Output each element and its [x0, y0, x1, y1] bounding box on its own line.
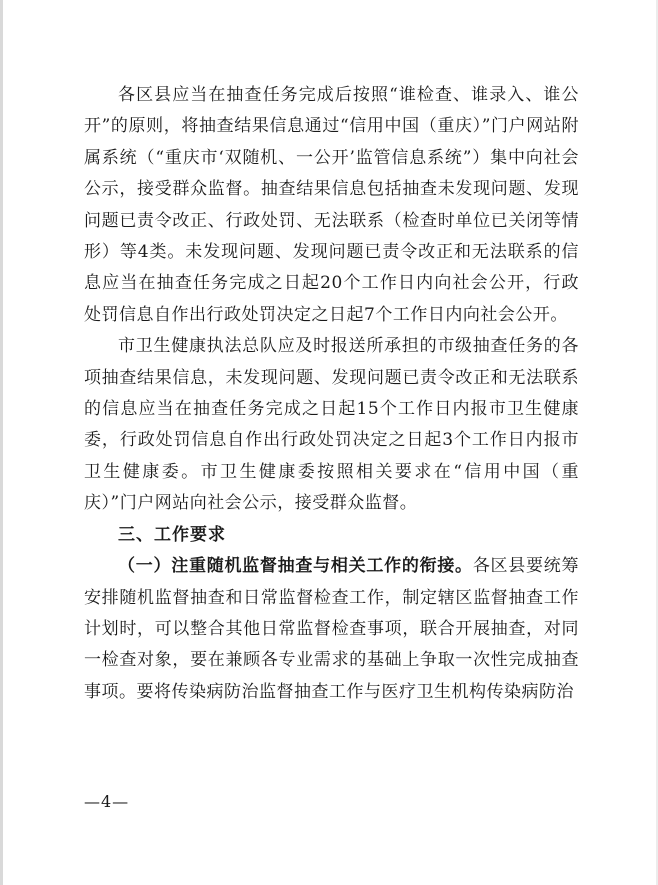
subsection-text: 各区县要统筹安排随机监督抽查和日常监督检查工作，制定辖区监督抽查工作计划时，可以整合其他日常监督检查事项，联合开展抽查，对同一检查对象，要在兼顾各专业需求的基础上争取一次性完成抽查事项。要将传染病防治监督抽查工作与医疗卫生机构传染病防治: [84, 556, 580, 702]
paragraph-publicity: 各区县应当在抽查任务完成后按照“谁检查、谁录入、谁公开”的原则，将抽查结果信息通过“信用中国（重庆）”门户网站附属系统（“重庆市‘双随机、一公开’监管信息系统”）集中向社会公示，接受群众监督。抽查结果信息包括抽查未发现问题、发现问题已责令改正、行政处罚、无法联系（检查时单位已关闭等情形）等4类。未发现问题、发现问题已责令改正和无法联系的信息应当在抽查任务完成之日起20个工作日内向社会公开，行政处罚信息自作出行政处罚决定之日起7个工作日内向社会公开。: [84, 85, 579, 325]
paragraph-subsection-1: [84, 551, 579, 708]
section-heading: 三、工作要求: [118, 524, 226, 545]
page-edge-left: [0, 0, 3, 885]
document-body: [84, 80, 579, 708]
paragraph-reporting: 市卫生健康执法总队应及时报送所承担的市级抽查任务的各项抽查结果信息，未发现问题、发现问题已责令改正和无法联系的信息应当在抽查任务完成之日起15个工作日内报市卫生健康委，行政处罚信息自作出行政处罚决定之日起3个工作日内报市卫生健康委。市卫生健康委按照相关要求在“信用中国（重庆）”门户网站向社会公示，接受群众监督。: [84, 336, 579, 514]
subsection-lead: （一）注重随机监督抽查与相关工作的衔接。: [118, 556, 473, 577]
page-number: —4—: [84, 792, 130, 811]
